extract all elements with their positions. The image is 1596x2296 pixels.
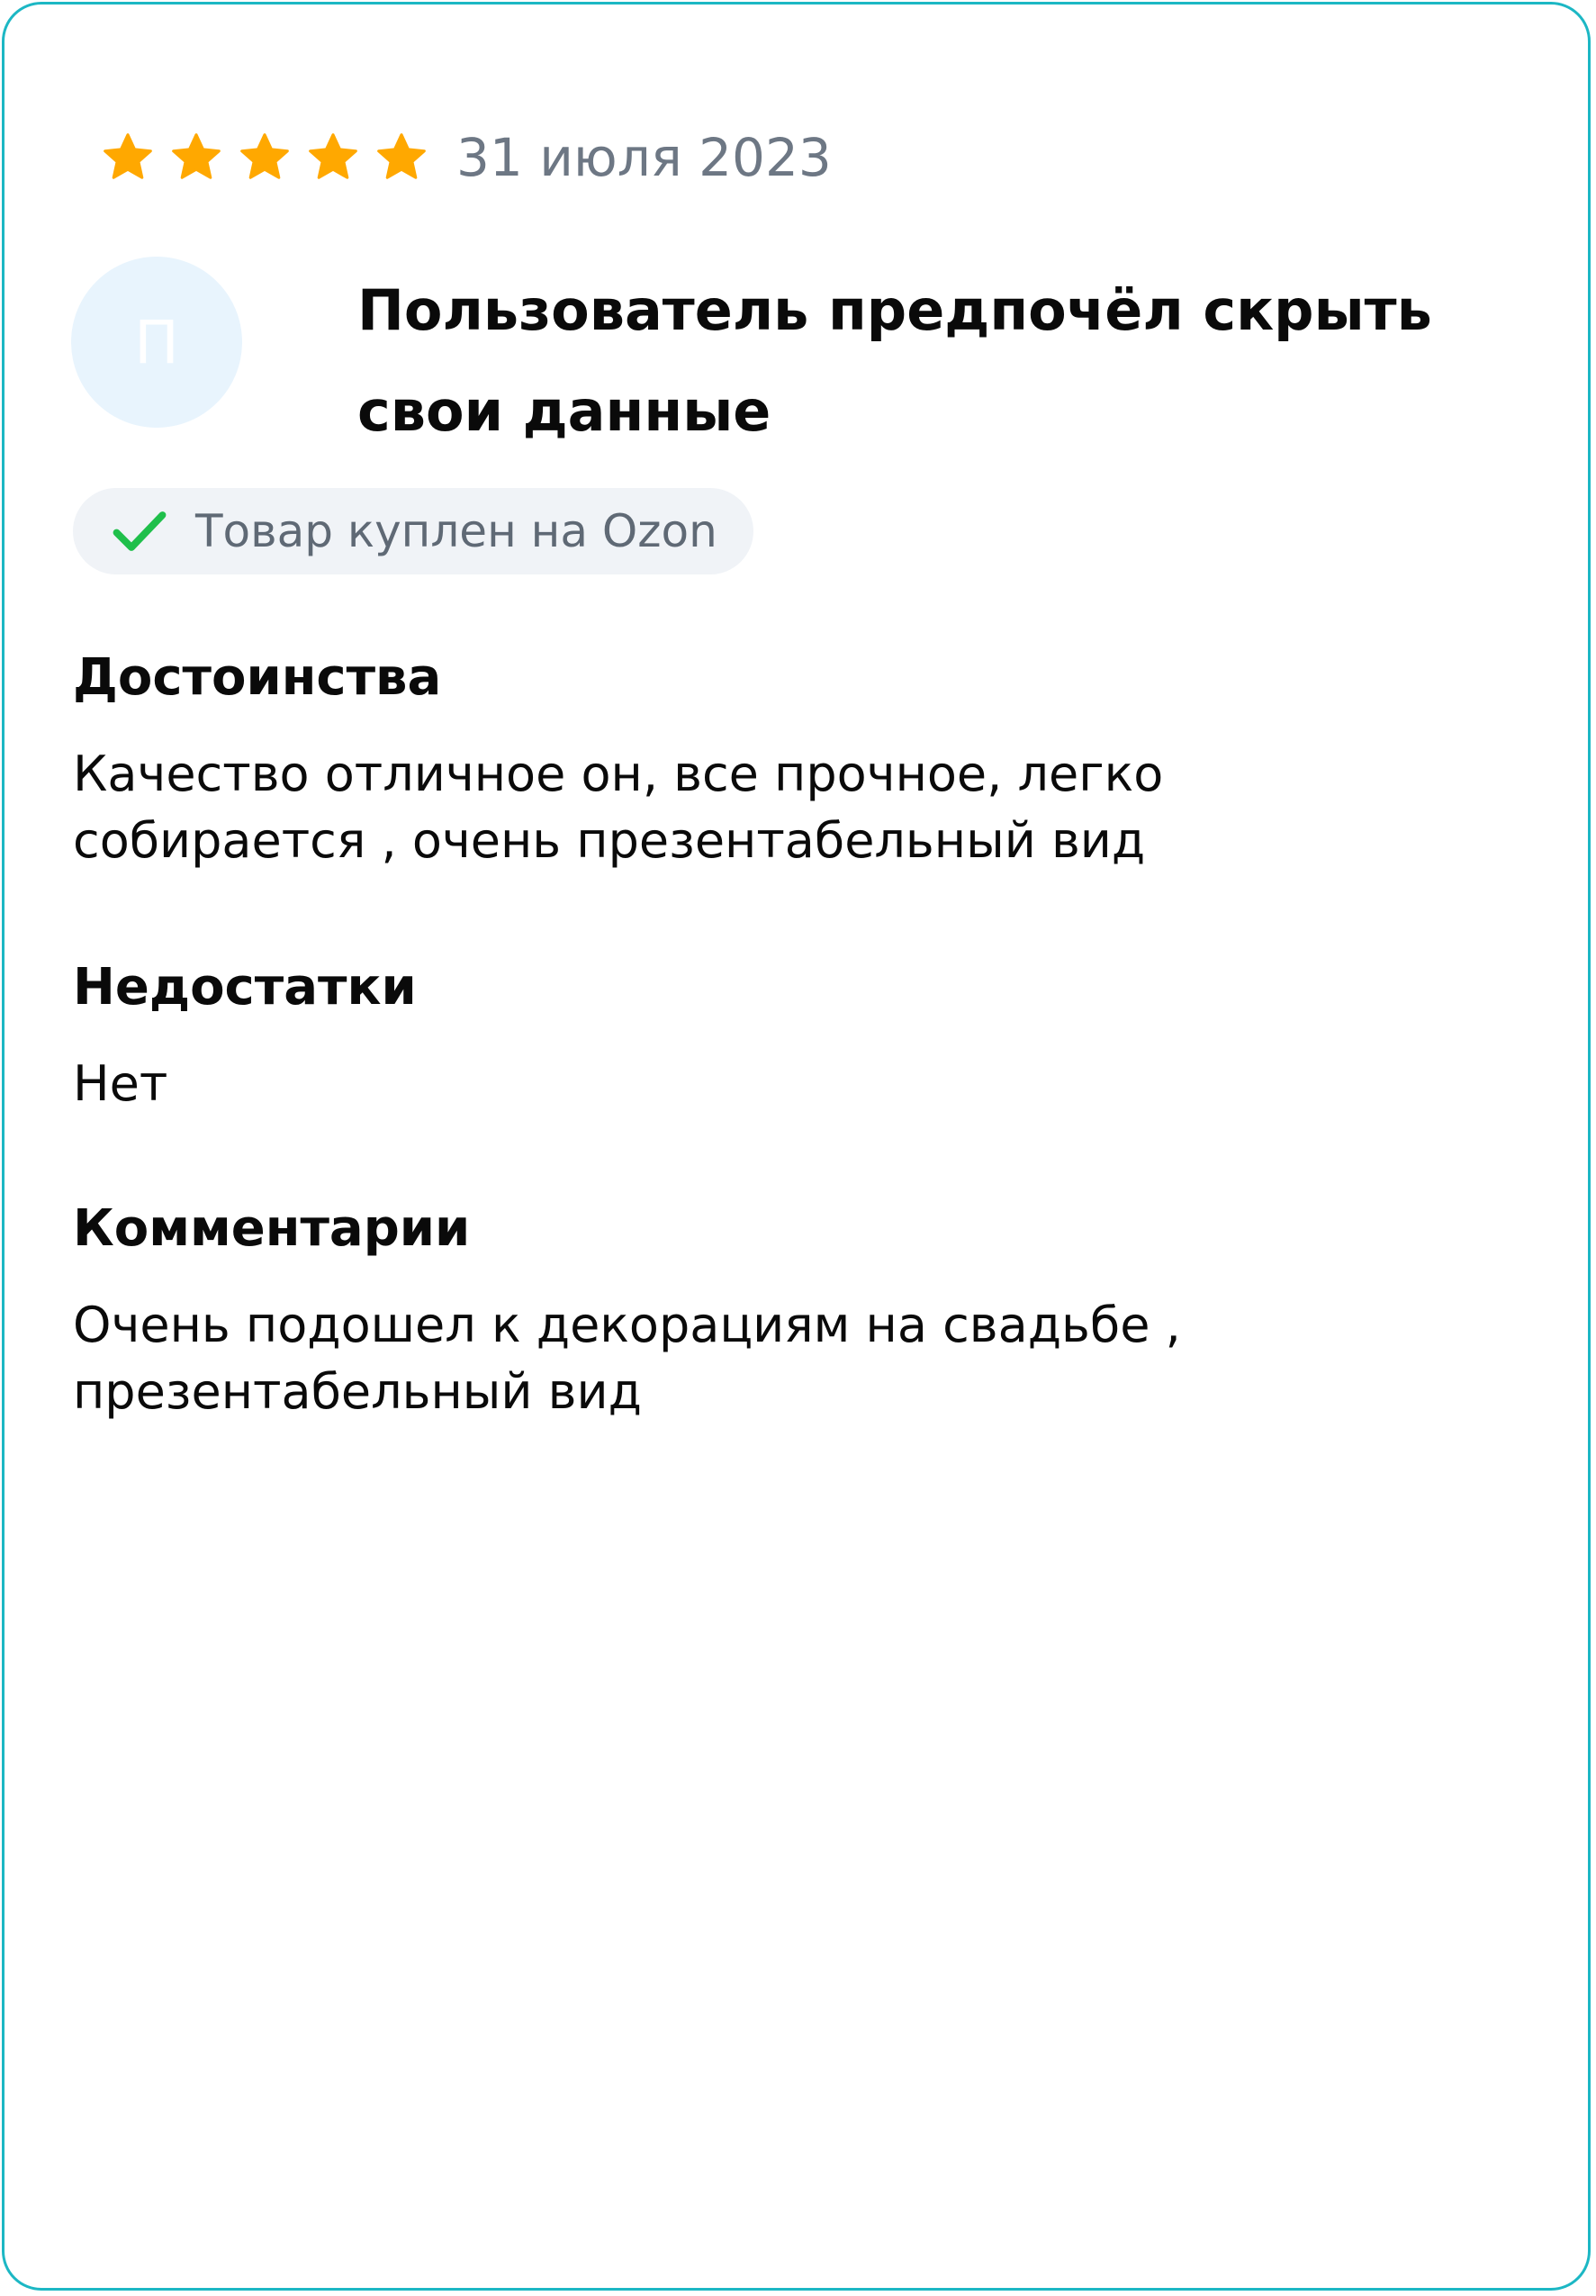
pros-title: Достоинства [73,648,442,707]
avatar: П [71,257,242,428]
rating-row [100,122,832,194]
author-name: Пользователь предпочёл скрыть свои данные [357,277,1432,444]
verified-purchase-badge [73,488,753,574]
cons-title: Недостатки [73,958,417,1017]
comment-section [73,1193,1513,1425]
badge-label: Товар куплен на Ozon [195,505,717,557]
review-date: 31 июля 2023 [456,127,832,188]
pros-text: Качество отличное он, все прочное, легко собирается , очень презентабельный вид [73,746,1164,869]
pros-section [73,642,1513,874]
comment-title: Комментарии [73,1199,471,1258]
cons-text: Нет [73,1055,168,1112]
star-icon [100,130,156,185]
check-icon [107,499,172,564]
cons-section [73,952,1513,1117]
star-icon [305,130,361,185]
star-rating [100,130,442,185]
star-icon [237,130,293,185]
review-card [2,2,1591,2291]
star-icon [168,130,224,185]
author-row [71,257,1547,462]
star-icon [374,130,429,185]
comment-text: Очень подошел к декорациям на свадьбе , презентабельный вид [73,1297,1181,1420]
